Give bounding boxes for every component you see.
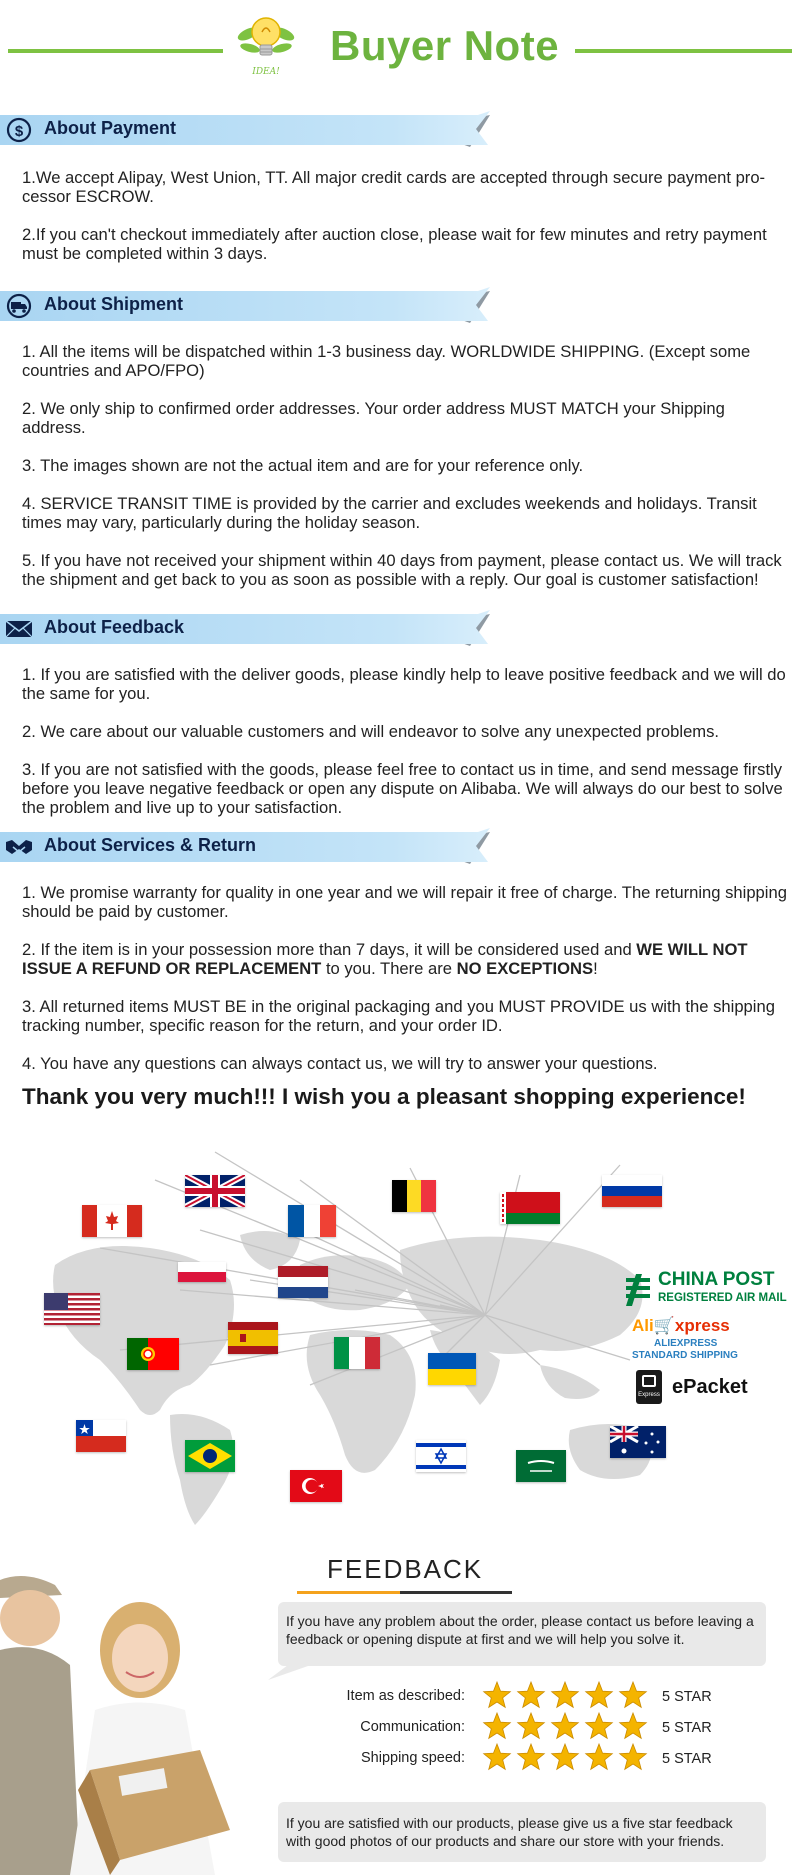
buyer-note-header (0, 0, 800, 100)
feedback-section-body (22, 665, 792, 817)
shipment-item: 4. SERVICE TRANSIT TIME is provided by the carrier and excludes weekends and holidays. Transit times may vary, particularly during the holiday season. (22, 494, 757, 532)
feedback-item: 3. If you are not satisfied with the goods, please feel free to contact us in time, and send message firstly before you leave negative feedback or open any dispute on Alibaba. We will always do our best to solve the problem and live up to your satisfaction. (22, 760, 783, 817)
star-icon (620, 1682, 647, 1707)
payment-section-body (22, 168, 792, 263)
star-icon (552, 1682, 579, 1707)
aliexpress-logo: Ali🛒xpress ALIEXPRESS STANDARD SHIPPING (632, 1316, 738, 1361)
epacket-badge-icon: Express (636, 1370, 662, 1404)
five-star-rating-icon (482, 1742, 652, 1774)
rating-value: 5 STAR (662, 1751, 712, 1767)
flag-spain-icon (228, 1322, 278, 1354)
star-icon (518, 1682, 545, 1707)
services-section-body (22, 883, 792, 1073)
shipment-item: 3. The images shown are not the actual item and are for your reference only. (22, 456, 584, 475)
envelope-icon (4, 616, 34, 642)
flag-belarus-icon (500, 1192, 560, 1224)
shipment-item: 5. If you have not received your shipment within 40 days from payment, please contact us. We will track the shipment and get back to you as soon as possible with a reply. Our goal is customer satisfaction! (22, 551, 782, 589)
flag-canada-icon (82, 1205, 142, 1237)
services-item: 3. All returned items MUST BE in the original packaging and you MUST PROVIDE us with the shipping tracking number, specific reason for the return, and your order ID. (22, 997, 775, 1035)
star-icon (484, 1682, 511, 1707)
rating-label: Communication: (360, 1719, 465, 1735)
header-rule-left (8, 49, 223, 53)
section-banner-shipment (0, 283, 500, 331)
services-item: 2. If the item is in your possession more than 7 days, it will be considered used and WE WILL NOT ISSUE A REFUND OR REPLACEMENT to you. There are NO EXCEPTIONS! (22, 940, 748, 978)
epacket-logo: Express ePacket (636, 1368, 796, 1408)
flag-netherlands-icon (278, 1266, 328, 1298)
svg-text:IDEA!: IDEA! (252, 67, 280, 77)
flag-brazil-icon (185, 1440, 235, 1472)
star-icon (586, 1713, 613, 1738)
star-icon (484, 1713, 511, 1738)
svg-text:$: $ (14, 123, 24, 140)
thank-you-message: Thank you very much!!! I wish you a pleasant shopping experience! (22, 1084, 746, 1109)
star-icon (620, 1713, 647, 1738)
feedback-intro-bubble: If you have any problem about the order, please contact us before leaving a feedback or opening dispute at first and we will help you solve it. (278, 1602, 766, 1666)
star-icon (586, 1744, 613, 1769)
feedback-title: FEEDBACK (327, 1554, 484, 1584)
flag-usa-icon (44, 1293, 100, 1325)
flag-chile-icon (76, 1420, 126, 1452)
flag-saudi-arabia-icon (516, 1450, 566, 1482)
flag-australia-icon (610, 1426, 666, 1458)
rating-row (300, 1742, 720, 1774)
flag-turkey-icon (290, 1470, 342, 1502)
china-post-logo: CHINA POST REGISTERED AIR MAIL (622, 1268, 800, 1310)
star-icon (552, 1713, 579, 1738)
section-banner-payment (0, 107, 500, 155)
five-star-rating-icon (482, 1680, 652, 1712)
star-icon (620, 1744, 647, 1769)
star-icon (518, 1744, 545, 1769)
flag-france-icon (288, 1205, 336, 1237)
feedback-panel (0, 1540, 800, 1875)
flag-belgium-icon (392, 1180, 436, 1212)
rating-label: Shipping speed: (361, 1750, 465, 1766)
section-banner-feedback (0, 606, 500, 654)
flag-uk-icon (185, 1175, 245, 1207)
handshake-icon (4, 834, 34, 860)
lightbulb-logo-icon (236, 8, 296, 88)
rating-value: 5 STAR (662, 1720, 712, 1736)
services-item: 4. You have any questions can always contact us, we will try to answer your questions. (22, 1054, 658, 1073)
delivery-person-illustration (0, 1540, 240, 1875)
star-icon (552, 1744, 579, 1769)
header-rule-right (575, 49, 792, 53)
china-post-icon (622, 1274, 654, 1306)
payment-item: 2.If you can't checkout immediately after auction close, please wait for few minutes and retry payment must be completed within 3 days. (22, 225, 767, 263)
section-title: About Services & Return (44, 835, 257, 855)
flag-russia-icon (602, 1175, 662, 1207)
section-title: About Feedback (44, 617, 185, 637)
page-title: Buyer Note (330, 22, 560, 69)
flag-italy-icon (334, 1337, 380, 1369)
shipment-item: 1. All the items will be dispatched within 1-3 business day. WORLDWIDE SHIPPING. (Except some countries and APO/FPO) (22, 342, 751, 380)
flag-ukraine-icon (428, 1353, 476, 1385)
truck-icon (4, 293, 34, 319)
feedback-closing-bubble: If you are satisfied with our products, please give us a five star feedback with good photos of our products and share our store with your friends. (278, 1802, 766, 1862)
services-item: 1. We promise warranty for quality in one year and we will repair it free of charge. The returning shipping should be paid by customer. (22, 883, 787, 921)
rating-row (300, 1680, 720, 1712)
flag-poland-icon (178, 1262, 226, 1282)
payment-item: 1.We accept Alipay, West Union, TT. All major credit cards are accepted through secure payment pro-cessor ESCROW. (22, 168, 766, 206)
flag-portugal-icon (127, 1338, 179, 1370)
shipment-item: 2. We only ship to confirmed order addresses. Your order address MUST MATCH your Shipping address. (22, 399, 725, 437)
feedback-item: 2. We care about our valuable customers and will endeavor to solve any unexpected problems. (22, 722, 720, 741)
shipping-world-map (0, 1140, 800, 1530)
dollar-icon (4, 117, 34, 143)
star-icon (586, 1682, 613, 1707)
feedback-item: 1. If you are satisfied with the deliver goods, please kindly help to leave positive feedback and we will do the same for you. (22, 665, 786, 703)
flag-israel-icon (416, 1440, 466, 1472)
section-banner-services (0, 824, 500, 872)
shipment-section-body (22, 342, 792, 589)
section-title: About Payment (44, 118, 177, 138)
rating-value: 5 STAR (662, 1689, 712, 1705)
feedback-title-underline (297, 1591, 512, 1594)
rating-label: Item as described: (346, 1688, 465, 1704)
star-icon (518, 1713, 545, 1738)
rating-row (300, 1711, 720, 1743)
cart-icon: 🛒 (653, 1316, 675, 1335)
section-title: About Shipment (44, 294, 183, 314)
five-star-rating-icon (482, 1711, 652, 1743)
star-icon (484, 1744, 511, 1769)
